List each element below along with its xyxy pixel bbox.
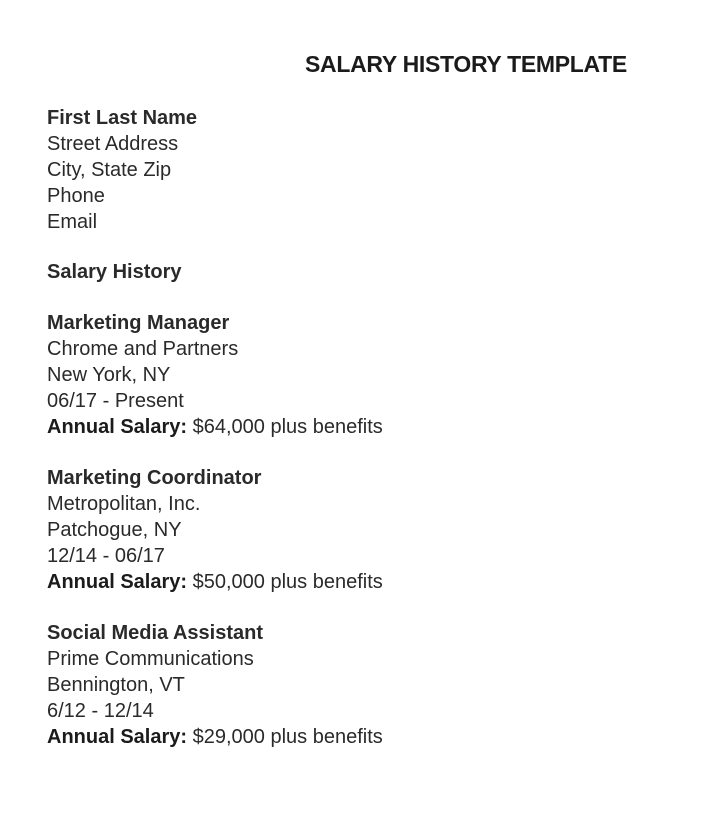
- document-title: SALARY HISTORY TEMPLATE: [305, 51, 627, 77]
- salary-label: Annual Salary:: [47, 726, 188, 748]
- job-salary-line: [47, 569, 700, 595]
- job-location: Patchogue, NY: [47, 519, 182, 541]
- job-location: Bennington, VT: [47, 674, 185, 696]
- salary-history-section: [47, 259, 700, 285]
- job-entry-2: [47, 465, 700, 595]
- job-entry-3: [47, 620, 700, 750]
- salary-value: $50,000 plus benefits: [192, 571, 383, 593]
- job-entry-1: [47, 310, 700, 440]
- contact-block: [47, 105, 700, 235]
- job-dates: 06/17 - Present: [47, 390, 184, 412]
- salary-value: $29,000 plus benefits: [192, 726, 383, 748]
- job-salary-line: [47, 414, 700, 440]
- job-company: Metropolitan, Inc.: [47, 493, 201, 515]
- job-company: Chrome and Partners: [47, 338, 239, 360]
- job-title: Marketing Manager: [47, 312, 230, 334]
- job-dates: 12/14 - 06/17: [47, 545, 165, 567]
- job-company: Prime Communications: [47, 648, 254, 670]
- contact-city-state-zip: City, State Zip: [47, 159, 172, 181]
- salary-history-heading: Salary History: [47, 261, 182, 283]
- salary-label: Annual Salary:: [47, 571, 188, 593]
- job-dates: 6/12 - 12/14: [47, 700, 154, 722]
- contact-name: First Last Name: [47, 107, 198, 129]
- job-location: New York, NY: [47, 364, 171, 386]
- contact-email: Email: [47, 211, 98, 233]
- contact-street: Street Address: [47, 133, 179, 155]
- job-title: Social Media Assistant: [47, 622, 263, 644]
- contact-phone: Phone: [47, 185, 105, 207]
- job-title: Marketing Coordinator: [47, 467, 262, 489]
- salary-value: $64,000 plus benefits: [192, 416, 383, 438]
- job-salary-line: [47, 724, 700, 750]
- salary-label: Annual Salary:: [47, 416, 188, 438]
